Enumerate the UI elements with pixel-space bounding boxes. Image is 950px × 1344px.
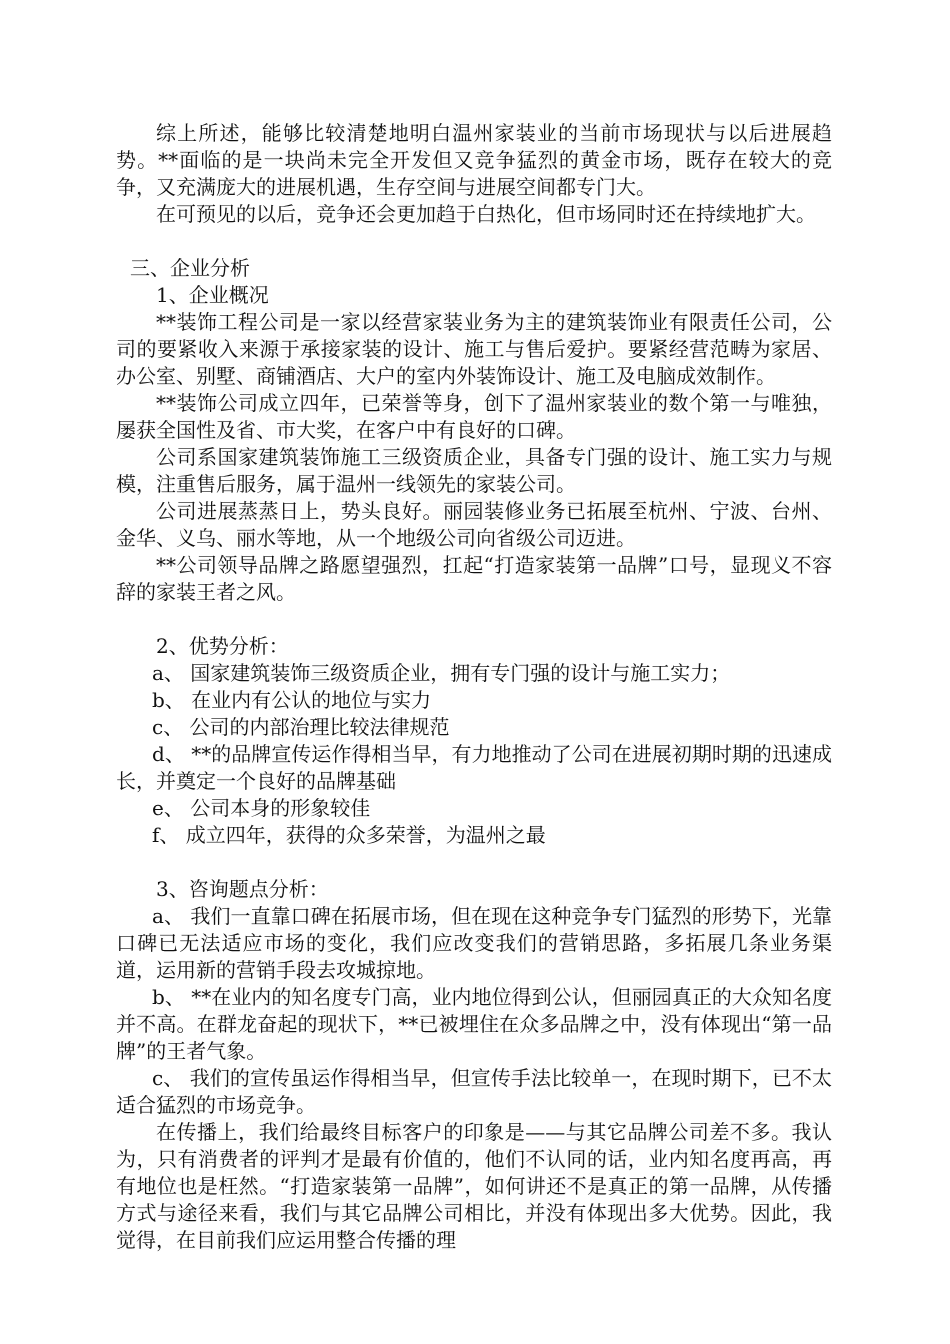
blank-line: [116, 849, 832, 876]
intro-paragraph-2: 在可预见的以后，竞争还会更加趋于白热化，但市场同时还在持续地扩大。: [156, 202, 816, 226]
overview-paragraph-4: 公司进展蒸蒸日上，势头良好。丽园装修业务已拓展至杭州、宁波、台州、金华、义乌、丽水等地，从一个地级公司向省级公司迈进。: [116, 499, 832, 550]
overview-paragraph-5: **公司领导品牌之路愿望强烈，扛起“打造家装第一品牌”口号，显现义不容辞的家装王者之风。: [116, 553, 832, 604]
overview-paragraph-1: **装饰工程公司是一家以经营家装业务为主的建筑装饰业有限责任公司，公司的要紧收入来源于承接家装的设计、施工与售后爱护。要紧经营范畴为家居、办公室、别墅、商铺酒店、大户的室内外装饰设计、施工及电脑成效制作。: [116, 310, 832, 388]
advantage-item-b: b、 在业内有公认的地位与实力: [152, 688, 432, 712]
advantage-item-a: a、 国家建筑装饰三级资质企业，拥有专门强的设计与施工实力；: [152, 661, 731, 685]
subheading-issues: 3、咨询题点分析：: [156, 877, 329, 901]
advantage-item-e: e、 公司本身的形象较佳: [152, 796, 371, 820]
issue-item-c: c、 我们的宣传虽运作得相当早，但宣传手法比较单一，在现时期下，已不太适合猛烈的市场竞争。: [116, 1066, 832, 1117]
subheading-overview: 1、企业概况: [156, 283, 269, 307]
intro-paragraph-1: 综上所述，能够比较清楚地明白温州家装业的当前市场现状与以后进展趋势。**面临的是一块尚未完全开发但又竞争猛烈的黄金市场，既存在较大的竞争，又充满庞大的进展机遇，生存空间与进展空间都专门大。: [116, 121, 832, 199]
overview-paragraph-2: **装饰公司成立四年，已荣誉等身，创下了温州家装业的数个第一与唯独，屡获全国性及省、市大奖，在客户中有良好的口碑。: [116, 391, 832, 442]
section-heading-enterprise-analysis: 三、企业分析: [130, 256, 250, 280]
advantage-item-c: c、 公司的内部治理比较法律规范: [152, 715, 450, 739]
subheading-advantages: 2、优势分析：: [156, 634, 289, 658]
issues-closing-paragraph: 在传播上，我们给最终目标客户的印象是——与其它品牌公司差不多。我认为，只有消费者的评判才是最有价值的，他们不认同的话，业内知名度再高，再有地位也是枉然。“打造家装第一品牌”，如何讲还不是真正的第一品牌，从传播方式与途径来看，我们与其它品牌公司相比，并没有体现出多大优势。因此，我觉得，在目前我们应运用整合传播的理: [116, 1120, 832, 1252]
advantage-item-d: d、 **的品牌宣传运作得相当早，有力地推动了公司在进展初期时期的迅速成长，并奠定一个良好的品牌基础: [116, 742, 832, 793]
issue-item-b: b、 **在业内的知名度专门高，业内地位得到公认，但丽园真正的大众知名度并不高。在群龙奋起的现状下，**已被埋住在众多品牌之中，没有体现出“第一品牌”的王者气象。: [116, 985, 832, 1063]
blank-line: [116, 228, 832, 255]
blank-line: [116, 606, 832, 633]
overview-paragraph-3: 公司系国家建筑装饰施工三级资质企业，具备专门强的设计、施工实力与规模，注重售后服务，属于温州一线领先的家装公司。: [116, 445, 832, 496]
issue-item-a: a、 我们一直靠口碑在拓展市场，但在现在这种竞争专门猛烈的形势下，光靠口碑已无法适应市场的变化，我们应改变我们的营销思路，多拓展几条业务渠道，运用新的营销手段去攻城掠地。: [116, 904, 832, 982]
advantage-item-f: f、 成立四年，获得的众多荣誉，为温州之最: [152, 823, 546, 847]
document-body: [116, 120, 832, 1254]
